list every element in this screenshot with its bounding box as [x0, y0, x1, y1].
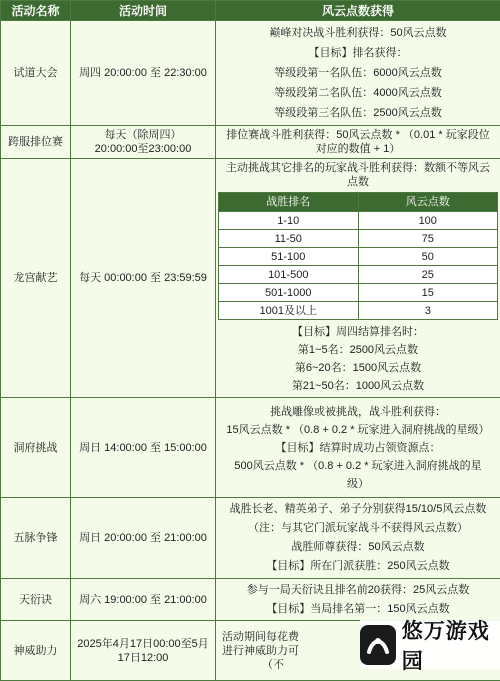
header-activity-name: 活动名称 [1, 1, 71, 21]
table-row [1, 159, 500, 398]
activity-name: 洞府挑战 [1, 398, 71, 498]
activity-reward: 活动期间每花费 进行神威助力可 （不 [216, 621, 500, 681]
header-points-gained: 风云点数获得 [216, 1, 500, 21]
activity-reward: 主动挑战其它排名的玩家战斗胜利获得：数额不等风云 点数 战胜排名 风云点数 1-10 100 11-50 75 51-100 50 101-500 25 501-1000 15 1001及以上 3 【目标】周四结算排名时： 第1~5名：2500风云点数 第6~20名：1500风云点数 第21~50名：1000风云点数 [216, 159, 500, 398]
table-row [1, 21, 500, 126]
activity-name: 龙宫献艺 [1, 159, 71, 398]
table-header-row [1, 1, 500, 21]
subtable-row: 51-100 50 [219, 248, 498, 266]
activity-time: 周六 19:00:00 至 21:00:00 [71, 579, 216, 621]
subtable-row: 11-50 75 [219, 230, 498, 248]
activity-time: 周日 14:00:00 至 15:00:00 [71, 398, 216, 498]
activity-time: 周四 20:00:00 至 22:30:00 [71, 21, 216, 126]
activity-name: 跨服排位赛 [1, 126, 71, 159]
subtable-header-row [219, 193, 498, 212]
subtable-row: 101-500 25 [219, 266, 498, 284]
activity-reward: 参与一局天衍诀且排名前20获得：25风云点数 【目标】当局排名第一：150风云点数 [216, 579, 500, 621]
subtable-row: 1001及以上 3 [219, 302, 498, 320]
subtable-row: 501-1000 15 [219, 284, 498, 302]
activity-reward: 排位赛战斗胜利获得：50风云点数 * （0.01 * 玩家段位 对应的数值 + 1） [216, 126, 500, 159]
site-logo-icon [360, 625, 396, 665]
activity-time: 每天 00:00:00 至 23:59:59 [71, 159, 216, 398]
activity-name: 五脉争锋 [1, 498, 71, 579]
sub-header-points: 风云点数 [358, 193, 498, 212]
activity-reward: 巅峰对决战斗胜利获得：50风云点数 【目标】排名获得： 等级段第一名队伍：6000风云点数 等级段第二名队伍：4000风云点数 等级段第三名队伍：2500风云点数 [216, 21, 500, 126]
activity-time: 周日 20:00:00 至 21:00:00 [71, 498, 216, 579]
activity-reward: 战胜长老、精英弟子、弟子分别获得15/10/5风云点数 （注：与其它门派玩家战斗不获得风云点数） 战胜师尊获得：50风云点数 【目标】所在门派获胜：250风云点数 [216, 498, 500, 579]
subtable-row: 1-10 100 [219, 212, 498, 230]
activity-name: 神威助力 [1, 621, 71, 681]
table-row [1, 126, 500, 159]
rank-points-subtable [218, 192, 498, 320]
activity-time: 2025年4月17日00:00至5月 17日12:00 [71, 621, 216, 681]
activity-time: 每天（除周四） 20:00:00至23:00:00 [71, 126, 216, 159]
site-watermark [360, 620, 500, 669]
sub-header-rank: 战胜排名 [219, 193, 359, 212]
table-row [1, 498, 500, 579]
watermark-text: 悠万游戏园 [402, 615, 500, 675]
activity-name: 天衍诀 [1, 579, 71, 621]
activity-reward: 挑战雕像或被挑战，战斗胜利获得： 15风云点数 * （0.8 + 0.2 * 玩家进入洞府挑战的星级） 【目标】结算时成功占领资源点： 500风云点数 * （0.8 + 0.2 * 玩家进入洞府挑战的星 级） [216, 398, 500, 498]
activity-name: 试道大会 [1, 21, 71, 126]
header-activity-time: 活动时间 [71, 1, 216, 21]
table-row [1, 398, 500, 498]
